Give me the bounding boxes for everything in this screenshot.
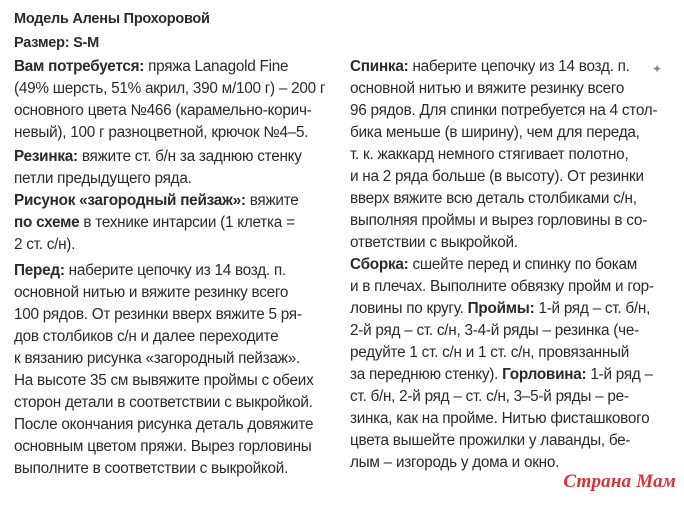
assembly-line-6: за переднюю стенку). Горловина: 1-й ряд – bbox=[350, 366, 653, 383]
back-line-6: и на 2 ряда больше (в высоту). От резинки bbox=[350, 168, 644, 185]
pattern-label: Рисунок «загородный пейзаж»: bbox=[14, 192, 246, 209]
materials-line-1: Вам потребуется: пряжа Lanagold Fine bbox=[14, 58, 289, 75]
assembly-line-1: Сборка: сшейте перед и спинку по бокам bbox=[350, 256, 638, 273]
assembly-line-2: и в плечах. Выполните обвязку пройм и гор- bbox=[350, 278, 654, 295]
materials-line-2: (49% шерсть, 51% акрил, 390 м/100 г) – 200 г bbox=[14, 80, 326, 97]
back-line-4: бика меньше (в ширину), чем для переда, bbox=[350, 124, 640, 141]
back-line-5: т. к. жаккард немного стягивает полотно, bbox=[350, 146, 629, 163]
author-credit: Модель Алены Прохоровой bbox=[14, 11, 210, 27]
front-line-8: После окончания рисунка деталь довяжите bbox=[14, 416, 314, 433]
rib-line-2: петли предыдущего ряда. bbox=[14, 170, 192, 187]
assembly-label: Сборка: bbox=[350, 256, 409, 273]
front-line-10: выполните в соответствии с выкройкой. bbox=[14, 460, 289, 477]
armholes-label: Проймы: bbox=[467, 300, 535, 317]
materials-line-4: невый), 100 г разноцветной, крючок №4–5. bbox=[14, 124, 309, 141]
front-line-2: основной нитью и вяжите резинку всего bbox=[14, 284, 289, 301]
front-line-9: основным цветом пряжи. Вырез горловины bbox=[14, 438, 312, 455]
assembly-line-4: 2-й ряд – ст. с/н, 3-4-й ряды – резинка (че- bbox=[350, 322, 639, 339]
front-line-5: к вязанию рисунка «загородный пейзаж». bbox=[14, 350, 300, 367]
back-line-3: 96 рядов. Для спинки потребуется на 4 стол- bbox=[350, 102, 658, 119]
neckline-label: Горловина: bbox=[502, 366, 587, 383]
assembly-line-9: цвета вышейте прожилки у лаванды, бе- bbox=[350, 432, 631, 449]
pattern-line-3: 2 ст. с/н). bbox=[14, 236, 76, 253]
back-line-7: вверх вяжите всю деталь столбиками с/н, bbox=[350, 190, 637, 207]
rib-line-1: Резинка: вяжите ст. б/н за заднюю стенку bbox=[14, 148, 302, 165]
assembly-line-5: редуйте 1 ст. с/н и 1 ст. с/н, провязанный bbox=[350, 344, 630, 361]
front-line-7: сторон детали в соответствии с выкройкой. bbox=[14, 394, 313, 411]
front-label: Перед: bbox=[14, 262, 65, 279]
back-line-2: основной нитью и вяжите резинку всего bbox=[350, 80, 625, 97]
front-line-1: Перед: наберите цепочку из 14 возд. п. bbox=[14, 262, 286, 279]
front-line-6: На высоте 35 см вывяжите проймы с обеих bbox=[14, 372, 314, 389]
scan-mark-icon: ✦ bbox=[651, 62, 662, 76]
back-line-1: Спинка: наберите цепочку из 14 возд. п. bbox=[350, 58, 630, 75]
front-line-4: дов столбиков с/н и далее переходите bbox=[14, 328, 279, 345]
back-line-9: ответствии с выкройкой. bbox=[350, 234, 518, 251]
rib-label: Резинка: bbox=[14, 148, 78, 165]
pattern-line-1: Рисунок «загородный пейзаж»: вяжите bbox=[14, 192, 299, 209]
back-line-8: выполняя проймы и вырез горловины в со- bbox=[350, 212, 647, 229]
materials-label: Вам потребуется: bbox=[14, 58, 145, 75]
pattern-line-2: по схеме в технике интарсии (1 клетка = bbox=[14, 214, 295, 231]
site-watermark: Страна Мам bbox=[563, 471, 676, 492]
materials-line-3: основного цвета №466 (карамельно-корич- bbox=[14, 102, 312, 119]
size-line: Размер: S-M bbox=[14, 35, 99, 51]
assembly-line-10: лым – изгородь у дома и окно. bbox=[350, 454, 560, 471]
back-label: Спинка: bbox=[350, 58, 409, 75]
assembly-line-7: ст. б/н, 2-й ряд – ст. с/н, 3–5-й ряды – ре- bbox=[350, 388, 629, 405]
assembly-line-3: ловины по кругу. Проймы: 1-й ряд – ст. б/н, bbox=[350, 300, 651, 317]
front-line-3: 100 рядов. От резинки вверх вяжите 5 ря- bbox=[14, 306, 302, 323]
assembly-line-8: зинка, как на пройме. Нитью фисташкового bbox=[350, 410, 650, 427]
